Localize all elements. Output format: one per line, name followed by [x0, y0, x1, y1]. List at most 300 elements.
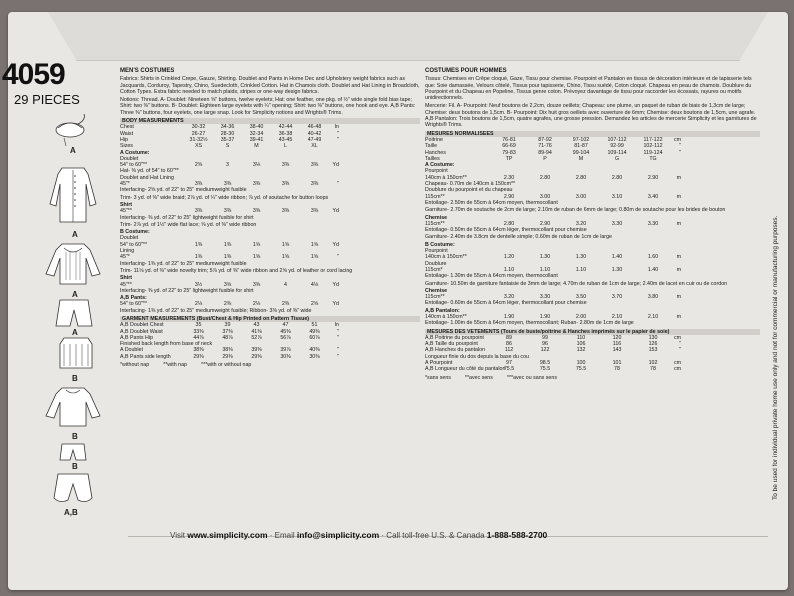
- row-value: 3⅜: [223, 181, 232, 188]
- row-label: A Doublet: [120, 347, 143, 354]
- row-label: 140cm à 150cm**: [425, 313, 467, 320]
- row-value: 3⅜: [281, 162, 290, 169]
- row-unit: ": [337, 136, 339, 143]
- footnote: **with nap: [163, 362, 188, 369]
- row-value: 87-92: [538, 136, 552, 143]
- row-label: Doublet: [120, 155, 139, 162]
- section-note: Entoilage- 2.50m de 55cm à 64cm moyen, thermocollant: [425, 199, 558, 206]
- figure-label: A: [72, 328, 78, 337]
- row-value: 3.20: [503, 294, 515, 301]
- section-note: Interfacing- ⅜ yd. of 22" to 25" lightweight fusible for shirt: [120, 214, 254, 221]
- row-label: Chest: [120, 124, 134, 131]
- section-title: B Costume:: [120, 229, 150, 236]
- section-note: Garniture- 2.40m de 3.8cm de dentelle simple; 0.60m de ruban de 1cm de large: [425, 234, 612, 241]
- footnote: ***with or without nap: [201, 362, 252, 369]
- row-value: 102: [648, 360, 658, 367]
- website-link[interactable]: www.simplicity.com: [187, 530, 268, 540]
- row-value: 107-112: [607, 136, 627, 143]
- french-title: COSTUMES POUR HOMMES: [425, 68, 507, 74]
- row-label: Chapeau- 0.70m de 140cm à 150cm**: [425, 181, 516, 188]
- row-label: Pourpoint: [425, 248, 448, 255]
- section-title: Shirt: [120, 275, 133, 282]
- row-value: 2.80: [503, 220, 515, 227]
- row-value: M: [254, 143, 259, 150]
- row-value: 1⅝: [252, 241, 261, 248]
- row-value: 3⅝: [223, 281, 232, 288]
- row-label: Hat- ⅜ yd. of 54" to 60"**: [120, 168, 179, 175]
- row-label: 45"**: [120, 281, 132, 288]
- row-label: A,B Taille du pourpoint: [425, 341, 478, 348]
- row-value: 3.80: [647, 294, 659, 301]
- row-value: 1.90: [539, 313, 551, 320]
- row-unit: ": [337, 347, 339, 354]
- row-label: A,B Pants Hip: [120, 334, 153, 341]
- row-value: 1.30: [611, 266, 623, 273]
- piece-count: 29 PIECES: [14, 92, 80, 107]
- row-value: 110: [576, 334, 586, 341]
- english-column: [120, 68, 420, 368]
- row-value: XS: [194, 143, 203, 150]
- english-fabrics: Fabrics: Shirts in Crinkled Crepe, Gauze, Shirting. Doublet and Pants in Home Dec and Upholstery weight fabrics such as Jacquards, Corduroy, Tapestry, Chino, Suedecloth, Crinkled Cotton. Hat in Chamois cloth. Doublet and Hat Lining in Broadcloth, Cotton Types. Extra fabric needed to match plaids, stripes or one-way design fabrics.: [120, 76, 420, 95]
- section-title: Chemise: [425, 214, 448, 221]
- pants-a-illustration-icon: [52, 298, 96, 328]
- row-value: 3⅜: [310, 181, 319, 188]
- row-value: 1.10: [503, 266, 515, 273]
- row-value: 3.10: [611, 193, 623, 200]
- row-value: 37⅜: [222, 328, 233, 335]
- row-value: 1.10: [539, 266, 551, 273]
- row-value: 97-102: [572, 136, 590, 143]
- row-value: 41⅜: [251, 328, 262, 335]
- footnote: **avec sens: [464, 374, 493, 381]
- row-value: 3.20: [575, 220, 587, 227]
- row-label: Doublure: [425, 260, 447, 267]
- row-value: 3.30: [611, 220, 623, 227]
- row-value: 3⅜: [252, 281, 261, 288]
- row-value: 2⅜: [281, 301, 290, 308]
- row-value: 3.40: [647, 193, 659, 200]
- row-value: 26-27: [191, 130, 206, 137]
- row-unit: m: [676, 313, 681, 320]
- row-label: 115cm**: [425, 294, 445, 301]
- row-value: 43-45: [278, 136, 293, 143]
- row-unit: cm: [673, 334, 681, 341]
- row-value: 3⅜: [252, 181, 261, 188]
- english-body-header: BODY MEASUREMENTS: [120, 118, 420, 124]
- french-body-table: [425, 137, 760, 162]
- row-value: 1.30: [539, 254, 551, 261]
- email-label: · Email: [269, 531, 295, 540]
- row-value: 1⅜: [223, 254, 232, 261]
- row-value: 89: [506, 334, 512, 341]
- row-value: 96: [542, 341, 548, 348]
- row-value: 34-36: [220, 124, 235, 131]
- row-unit: Yd: [332, 281, 339, 288]
- row-value: 3⅜: [194, 208, 203, 215]
- french-garment-table: [425, 335, 760, 373]
- row-value: 3.70: [611, 294, 623, 301]
- row-unit: m: [676, 220, 681, 227]
- section-note: Interfacing- 1⅜ yd. of 22" to 25" mediumweight fusible: [120, 260, 247, 267]
- row-value: 98.5: [539, 360, 551, 367]
- row-label: Longueur finie du dos depuis la base du cou: [425, 353, 529, 360]
- section-note: Interfacing- ⅜ yd. of 22" to 25" lightweight fusible for shirt: [120, 287, 254, 294]
- section-note: Trim- 2⅞ yd. of 1½" wide flat lace; ⅝ yd. of ⅜" wide ribbon: [120, 221, 257, 228]
- row-value: 112: [504, 347, 514, 354]
- row-value: 36-38: [278, 130, 293, 137]
- row-value: 28-30: [220, 130, 235, 137]
- row-value: 1.20: [503, 254, 515, 261]
- row-label: Sizes: [120, 143, 133, 150]
- row-value: 29⅜: [251, 353, 262, 360]
- row-value: 3⅜: [252, 208, 261, 215]
- row-value: 48⅞: [222, 334, 233, 341]
- row-unit: ": [337, 328, 339, 335]
- row-value: 46-48: [307, 124, 322, 131]
- shirt-b-illustration-icon: [44, 384, 102, 430]
- row-unit: m: [676, 193, 681, 200]
- row-value: 3⅜: [281, 208, 290, 215]
- row-label: Tailles: [425, 155, 440, 162]
- row-unit: ": [337, 254, 339, 261]
- row-unit: [329, 143, 339, 149]
- pattern-number: 4059: [2, 58, 65, 91]
- section-note: Interfacing- 2⅝ yd. of 22" to 25" mediumweight fusible: [120, 187, 247, 194]
- row-label: A,B Doublet Chest: [120, 322, 164, 329]
- row-value: 3½: [194, 281, 203, 288]
- section-title: Chemise: [425, 287, 448, 294]
- row-value: 86: [506, 341, 512, 348]
- row-value: 2⅛: [252, 301, 261, 308]
- row-value: 3.00: [539, 193, 551, 200]
- section-title: Shirt: [120, 201, 133, 208]
- row-label: 54" to 60"**: [120, 241, 148, 248]
- figure-label: A,B: [64, 508, 78, 517]
- row-value: S: [225, 143, 230, 150]
- row-value: L: [284, 143, 287, 150]
- row-value: 153: [648, 347, 658, 354]
- row-unit: In: [334, 124, 339, 131]
- row-value: 60⅞: [309, 334, 320, 341]
- figure-label: A: [70, 146, 76, 155]
- row-value: 2.90: [539, 220, 551, 227]
- row-unit: ": [337, 353, 339, 360]
- section-note: Trim- 11⅛ yd. of ⅜" wide novelty trim; 5⅞ yd. of ⅜" wide ribbon and 2⅝ yd. of leather or cord lacing: [120, 267, 353, 274]
- row-value: 30⅜: [280, 353, 291, 360]
- french-column: [425, 68, 760, 381]
- row-value: 1.10: [575, 266, 587, 273]
- row-label: A,B Doublet Waist: [120, 328, 163, 335]
- row-label: Waist: [120, 130, 134, 137]
- row-value: 40⅜: [309, 347, 320, 354]
- row-value: 47: [282, 322, 289, 329]
- row-label: Hip: [120, 136, 128, 143]
- row-value: 2.80: [575, 174, 587, 181]
- row-value: 39-41: [249, 136, 264, 143]
- row-value: 75.5: [539, 366, 551, 373]
- row-value: 2⅝: [194, 162, 203, 169]
- row-label: Hanches: [425, 149, 446, 156]
- row-value: 99-104: [572, 149, 590, 156]
- footnote: *without nap: [120, 362, 150, 369]
- figure-label: A: [72, 290, 78, 299]
- row-value: 75.5: [503, 366, 515, 373]
- row-value: 1.30: [575, 254, 587, 261]
- section-note: Trim- 3 yd. of ⅜" wide braid; 2⅞ yd. of ¼" wide ribbon; ⅞ yd. of soutache for button loops: [120, 194, 329, 201]
- row-value: 32-34: [249, 130, 264, 137]
- figure-label: B: [72, 432, 78, 441]
- figure-label: B: [72, 462, 78, 471]
- row-value: 49⅜: [309, 328, 320, 335]
- row-value: 31-32½: [189, 136, 208, 143]
- section-note: Garniture- 10.50m de garniture fantaisie de 3mm de large; 4.70m de ruban de 1cm de large; 2.40m de lacet en cuir ou de cordon: [425, 280, 728, 287]
- row-value: 3⅜: [194, 181, 203, 188]
- row-value: 44⅞: [193, 334, 204, 341]
- row-value: 1⅝: [252, 254, 261, 261]
- envelope-flap: [48, 12, 768, 61]
- row-value: 3.30: [539, 294, 551, 301]
- row-value: 47-49: [307, 136, 322, 143]
- section-title: A,B Pantalon:: [425, 307, 460, 314]
- row-label: A Pourpoint: [425, 360, 453, 367]
- row-unit: ": [679, 347, 681, 354]
- row-value: 126: [648, 341, 658, 348]
- row-label: Doublet and Hat Lining: [120, 174, 174, 181]
- row-unit: m: [676, 294, 681, 301]
- row-label: A,B Longueur du côté du pantalon: [425, 366, 506, 373]
- row-value: 2.10: [647, 313, 659, 320]
- footnote: *sans sens: [425, 374, 451, 381]
- row-value: 78: [650, 366, 656, 373]
- email-link[interactable]: info@simplicity.com: [296, 530, 380, 540]
- row-value: 38⅜: [193, 347, 204, 354]
- row-value: 3.00: [575, 193, 587, 200]
- french-notions: Mercerie: Fil. A- Pourpoint: Neuf boutons de 2,2cm, douze oeillets; Chapeau: une plume, un paquet de ruban de biais de 1,3cm de large; Chemise: deux boutons de 1,5cm. B- Pourpoint: Dix huit gros oeillets avec ouverture de 6mm; Chemise: deux boutons de 1,5cm, une agrafe. A,B Pantalon: Trois boutons de 1,5cm, quatre agrafes, une grosse pression. Demandez les articles de mercerie Simplicity et les garnitures de Wrights® Trims.: [425, 103, 757, 129]
- row-value: 2⅜: [223, 301, 232, 308]
- doublet-a-illustration-icon: [46, 164, 100, 226]
- row-value: 39⅞: [280, 347, 291, 354]
- section-title: A Costume:: [120, 149, 150, 156]
- section-note: Entoilage- 0.60m de 55cm à 64cm léger, thermocollant pour chemise: [425, 300, 587, 307]
- row-value: 143: [612, 347, 622, 354]
- english-notions: Notions: Thread. A- Doublet: Nineteen ⅝" buttons, twelve eyelets; Hat: one feather, one pkg. of ½" wide single fold bias tape; Shirt: two ⅜" buttons. B- Doublet: Eighteen large eyelets with ¼" opening; Shirt: two ⅜" buttons, one hook and eye. A,B Pants: Three ⅜" buttons, four eyelets, one large snap. Look for Simplicity notions and Wrights® Trims.: [120, 97, 416, 116]
- row-value: 1.90: [503, 313, 515, 320]
- row-value: 2.90: [503, 193, 515, 200]
- row-value: 76-81: [502, 136, 516, 143]
- row-value: 3: [226, 162, 229, 169]
- row-value: 2.00: [575, 313, 587, 320]
- shirt-a-illustration-icon: [44, 240, 102, 288]
- pants-ab-illustration-icon: [52, 472, 94, 506]
- row-label: 54" to 60"**: [120, 301, 148, 308]
- section-note: Garniture- 2.70m de soutache de 2cm de large; 2.10m de ruban de 6mm de large; 0.80m de soutache pour les brides de bouton: [425, 207, 726, 214]
- french-body-header: MESURES NORMALISEES: [425, 131, 760, 137]
- row-value: 75.5: [575, 366, 587, 373]
- row-label: 115cm**: [425, 193, 445, 200]
- section-title: A,B Pants:: [120, 295, 147, 302]
- row-label: A,B Pants side length: [120, 353, 171, 360]
- row-value: G: [614, 155, 620, 162]
- row-value: 71-76: [538, 143, 552, 150]
- row-unit: Yd: [332, 241, 339, 248]
- section-note: Entoilage- 1.30m de 55cm à 64cm moyen, thermocollant: [425, 273, 558, 280]
- row-unit: ": [337, 334, 339, 341]
- row-value: 3.50: [575, 294, 587, 301]
- row-value: 45⅜: [280, 328, 291, 335]
- english-title: MEN'S COSTUMES: [120, 68, 175, 74]
- row-label: A,B Hanches du pantalon: [425, 347, 486, 354]
- row-value: 130: [648, 334, 658, 341]
- row-value: 3⅜: [223, 208, 232, 215]
- figure-label: B: [72, 374, 78, 383]
- row-value: 38-40: [249, 124, 264, 131]
- row-label: 45"*: [120, 181, 130, 188]
- row-unit: cm: [673, 136, 681, 143]
- row-value: 3⅜: [310, 162, 319, 169]
- row-value: 92-99: [610, 143, 624, 150]
- row-value: 132: [576, 347, 586, 354]
- row-value: 3.30: [647, 220, 659, 227]
- row-value: 30⅜: [309, 353, 320, 360]
- row-value: 2.30: [503, 174, 515, 181]
- row-label: Taille: [425, 143, 438, 150]
- row-value: 35: [195, 322, 202, 329]
- row-unit: ": [337, 181, 339, 188]
- row-value: 78: [614, 366, 620, 373]
- row-value: 117-122: [643, 136, 663, 143]
- row-value: 40-42: [307, 130, 322, 137]
- row-value: 100: [576, 360, 586, 367]
- english-garment-table: [120, 322, 420, 360]
- row-value: 101: [612, 360, 622, 367]
- row-value: 30-32: [191, 124, 206, 131]
- row-value: 1⅜: [194, 254, 203, 261]
- row-value: 2.80: [611, 174, 623, 181]
- row-value: P: [543, 155, 547, 162]
- row-value: 102-112: [643, 143, 663, 150]
- row-value: 33⅜: [193, 328, 204, 335]
- footnote: ***avec ou sans sens: [506, 374, 557, 381]
- row-value: 3⅜: [310, 208, 319, 215]
- row-value: 66-69: [502, 143, 516, 150]
- english-footnotes: [120, 362, 420, 368]
- section-note: Entoilage- 1.00m de 55cm à 64cm moyen, thermocollant; Ruban- 2.80m de 1cm de large: [425, 320, 634, 327]
- phone-number: 1-888-588-2700: [486, 530, 548, 540]
- row-value: 39⅜: [251, 347, 262, 354]
- row-value: 35-37: [220, 136, 235, 143]
- row-unit: ": [679, 341, 681, 348]
- english-yardage: [120, 150, 420, 314]
- row-value: 106: [576, 341, 586, 348]
- row-value: 1⅝: [310, 241, 319, 248]
- row-value: 1⅝: [310, 254, 319, 261]
- row-value: 42-44: [278, 124, 293, 131]
- row-label: Poitrine: [425, 136, 443, 143]
- row-label: Lining: [120, 248, 135, 255]
- row-value: XL: [311, 143, 318, 150]
- row-label: 115cm**: [425, 220, 445, 227]
- row-value: 1⅜: [194, 241, 203, 248]
- row-value: 2.90: [647, 174, 659, 181]
- figure-label: A: [72, 230, 78, 239]
- row-unit: cm: [673, 360, 681, 367]
- row-value: 2.10: [611, 313, 623, 320]
- pants-b-illustration-icon: [58, 442, 88, 462]
- row-value: 29⅜: [222, 353, 233, 360]
- row-label: Pourpoint: [425, 168, 448, 175]
- row-value: 3⅜: [281, 181, 290, 188]
- row-value: 1⅝: [281, 254, 290, 261]
- row-value: 3⅛: [252, 162, 261, 169]
- row-value: 4⅛: [310, 281, 319, 288]
- row-unit: ": [679, 149, 681, 156]
- row-unit: Yd: [332, 301, 339, 308]
- row-unit: [671, 156, 681, 162]
- row-label: 45"**: [120, 208, 132, 215]
- row-value: 2.80: [539, 174, 551, 181]
- row-value: 29⅜: [193, 353, 204, 360]
- row-value: 43: [253, 322, 260, 329]
- section-note: Entoilage- 0.50m de 55cm à 64cm léger, thermocollant pour chemise: [425, 227, 587, 234]
- row-value: TP: [505, 155, 513, 162]
- row-label: 140cm à 150cm**: [425, 174, 467, 181]
- row-value: 116: [612, 341, 622, 348]
- row-label: Doublure du pourpoint et du chapeau: [425, 187, 513, 194]
- row-value: 119-124: [643, 149, 663, 156]
- row-value: 1.40: [647, 266, 659, 273]
- row-unit: m: [676, 174, 681, 181]
- visit-label: Visit: [170, 531, 185, 540]
- table-row: [425, 366, 760, 372]
- section-title: B Costume:: [425, 241, 455, 248]
- call-label: · Call toll-free U.S. & Canada: [381, 531, 485, 540]
- french-footnotes: [425, 375, 760, 381]
- english-body-table: [120, 124, 420, 149]
- english-garment-header: GARMENT MEASUREMENTS (Bust/Chest & Hip Printed on Pattern Tissue): [120, 316, 420, 322]
- row-label: 140cm à 150cm**: [425, 254, 467, 261]
- row-unit: m: [676, 254, 681, 261]
- row-value: M: [578, 155, 584, 162]
- row-value: 79-83: [502, 149, 516, 156]
- row-unit: Yd: [332, 162, 339, 169]
- section-title: A Costume:: [425, 162, 455, 169]
- row-label: A,B Poitrine du pourpoint: [425, 334, 484, 341]
- row-label: Doublet: [120, 235, 139, 242]
- french-fabrics: Tissus: Chemises en Crêpe cloqué, Gaze, Tissu pour chemise. Pourpoint et Pantalon en tissus de décoration intérieure et de tapisserie tels que: Soie damassée, Velours côtelé, Tissus pour tapisserie, Chino, Tissu suédé, Coton cloqué. Chapeau en peau de chamois. Doublure du Pourpoint et du Chapeau en Popeline, Tissus genre coton. Prévoyez davantage de tissu pour raccorder les écossais, rayures ou motifs unidirectionnels.: [425, 76, 752, 102]
- doublet-b-illustration-icon: [56, 336, 96, 372]
- row-value: 1⅜: [223, 241, 232, 248]
- row-unit: cm: [673, 366, 681, 373]
- section-note: Interfacing- 1⅜ yd. of 22" to 25" mediumweight fusible; Ribbon- 3⅜ yd. of ⅜" wide: [120, 307, 312, 314]
- contact-footer: [170, 530, 547, 540]
- row-value: 89-94: [538, 149, 552, 156]
- row-value: 56⅞: [280, 334, 291, 341]
- french-garment-header: MESURES DES VETEMENTS (Tours de buste/poitrine & Hanches imprimés sur le papier de soie): [425, 329, 760, 335]
- row-label: Finished back length from base of neck: [120, 341, 213, 348]
- row-value: 1.40: [611, 254, 623, 261]
- row-value: 1⅝: [281, 241, 290, 248]
- row-unit: m: [676, 266, 681, 273]
- usage-notice: To be used for individual private home use only and not for commercial or manufacturing purposes.: [772, 215, 779, 500]
- row-value: 2⅛: [194, 301, 203, 308]
- row-unit: In: [334, 322, 339, 329]
- table-row: [120, 354, 420, 360]
- row-value: 51: [311, 322, 318, 329]
- row-value: 38⅜: [222, 347, 233, 354]
- row-value: 39: [224, 322, 231, 329]
- row-value: 122: [540, 347, 550, 354]
- row-value: 120: [612, 334, 622, 341]
